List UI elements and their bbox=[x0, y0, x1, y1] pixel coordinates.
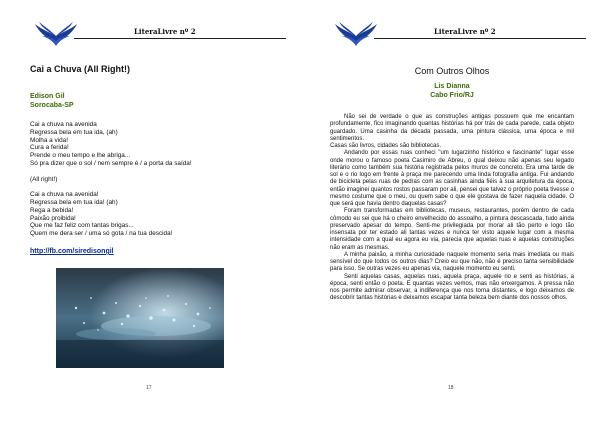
poem-text: Cai a chuva na avenida Regressa bela em tua ida, (ah) Molha a vida! Cura a ferida! Prende o meu tempo e lhe abriga... Só pra dizer que o sol / nem sempre é / a porta da saída! (All right!) Cai a chuva na avenida! Regressa bela em tua ida! (ah) Rega a bebida! Paixão proibida! Que me faz feliz com tantas brigas... Quem me dera ser / uma só gota / na tua descida! bbox=[30, 121, 192, 238]
story-body bbox=[330, 114, 574, 303]
poem-section bbox=[30, 64, 268, 255]
page-header bbox=[334, 22, 590, 42]
rain-splash-photo bbox=[56, 268, 224, 368]
story-title: Com Outros Olhos bbox=[414, 66, 490, 76]
page-number: 18 bbox=[448, 385, 454, 391]
story-section bbox=[330, 66, 574, 303]
story-paragraph: Senti aquelas casas, aquelas ruas, aquela praça, aquele rio e senti as histórias, a época, senti então o poeta. E quantas vezes vemos, mas não enxergamos. A pressa não nos permite admirar observar, a indiferença que nos torna distantes, e logo deixamos de descobrir tantas histórias e deixamos escapar tanta beleza bem diante dos nossos olhos. bbox=[330, 273, 574, 302]
blue-wings-icon bbox=[34, 20, 78, 48]
magazine-title: LiteraLivre nº 2 bbox=[434, 27, 496, 36]
page-header bbox=[34, 22, 290, 42]
magazine-title: LiteraLivre nº 2 bbox=[134, 27, 196, 36]
header-rule bbox=[74, 38, 286, 39]
author-name: Edison Gil bbox=[30, 93, 65, 100]
author-link[interactable]: http://fb.com/siredisongil bbox=[30, 247, 114, 255]
header-rule bbox=[374, 38, 586, 39]
author-city: Cabo Frio/RJ bbox=[430, 92, 474, 99]
poem-title: Cai a Chuva (All Right!) bbox=[30, 64, 131, 74]
story-paragraph: A minha paixão, a minha curiosidade naquele momento seria mais imediata ou mais sensível do que todos os outros dias? Creio eu que não, não é preciso tanta sensibilidade para isso. Se outras vezes eu apenas via, naquele momento eu senti. bbox=[330, 251, 574, 273]
author-name: Lis Dianna bbox=[434, 83, 470, 90]
blue-wings-icon bbox=[334, 20, 378, 48]
right-page bbox=[300, 0, 600, 424]
story-paragraph: Andando por essas ruas conheci "um lugarzinho histórico e fascinante" lugar esse onde morou o famoso poeta Casimiro de Abreu, o qual deixou não apenas seu legado literário como também sua história registrada pelos muros de concreto. Era uma tarde de sol e o rio logo em frente à praça me parecendo uma linda fotografia antiga. Fui andando de bicicleta pelas ruas de pedras com as casinhas ainda fiéis à sua arquitetura da época, então imaginei quantos rostos passaram por ali, pensei que talvez o próprio poeta tivesse o mesmo costume que o meu, ou quem sabe o que ele gostava de fazer naquela cidade. O que será que havia dentro daquelas casas? bbox=[330, 150, 574, 207]
page-number: 17 bbox=[146, 385, 152, 391]
story-paragraph: Não sei de verdade o que as construções antigas possuem que me encantam profundamente, fico imaginando quantas histórias há por trás de cada parede, cada objeto guardado. Uma casinha da década passada, uma pintura clássica, uma época e mil sentimentos. bbox=[330, 114, 574, 142]
author-city: Sorocaba-SP bbox=[30, 102, 74, 109]
story-paragraph: Foram transformadas em bibliotecas, museus, restaurantes, porém dentro de cada cômodo eu sei que há o cheiro envelhecido do assoalho, a pintura descascada, tudo ainda preservado apesar do tempo. Senti-me privilegiada por morar ali tão perto e logo tão insensata por ter estado ali tantas vezes e nunca ter visto aquele lugar com a mesma intensidade com a qual eu agora eu via, parecia que aquelas ruas e aquelas construções não eram as mesmas. bbox=[330, 208, 574, 251]
story-paragraph: Casas são livros, cidades são bibliotecas. bbox=[330, 143, 442, 149]
